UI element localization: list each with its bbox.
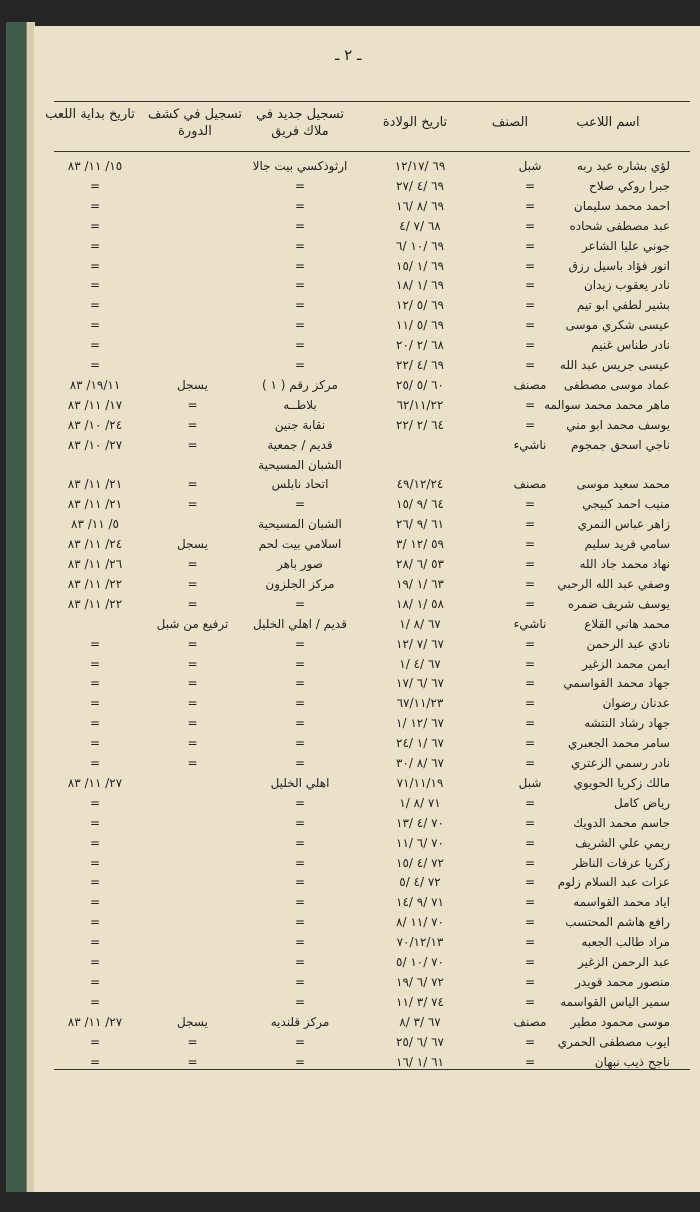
player-name: ايمن محمد الزغير <box>582 656 670 671</box>
tournament-registration <box>150 912 235 932</box>
new-registration: = <box>294 875 306 890</box>
birth-date: ٦٢/١١/٢٢ <box>396 397 444 412</box>
header-rule <box>54 151 690 152</box>
start-date: ٢٢/ ١١/ ٨٣ <box>67 596 123 611</box>
start-date: = <box>89 935 101 950</box>
start-date: ٢٤/ ١١/ ٨٣ <box>67 537 123 552</box>
birth-date: ٦٩ /٤ /٢٧ <box>396 178 444 193</box>
start-date: ١٥/ ١١/ ٨٣ <box>67 159 123 173</box>
player-class: = <box>524 576 536 591</box>
tournament-registration: = <box>187 477 198 492</box>
tournament-registration <box>150 773 235 793</box>
birth-date: ٦٤ /٢ /٢٢ <box>396 417 444 432</box>
player-class: ناشيء <box>513 616 547 631</box>
player-class: = <box>524 218 536 233</box>
player-class: = <box>524 198 536 213</box>
player-class: = <box>524 338 536 353</box>
tournament-registration <box>150 256 235 276</box>
new-registration: = <box>294 596 306 611</box>
start-date: ٢٧/ ١٠/ ٨٣ <box>67 437 123 452</box>
player-class: ناشيء <box>513 437 547 452</box>
player-name: سامي فريد سليم <box>584 537 670 552</box>
new-registration: = <box>294 895 306 910</box>
new-registration: = <box>294 994 306 1009</box>
tournament-registration <box>150 872 235 892</box>
tournament-registration: = <box>187 636 198 651</box>
start-date: = <box>89 656 101 671</box>
start-date: = <box>89 875 101 890</box>
player-name: مالك زكريا الحويوي <box>573 775 670 790</box>
birth-date: ٧٠ /٤ /١٣ <box>396 815 444 830</box>
start-date <box>40 455 150 475</box>
tournament-registration: = <box>187 736 198 751</box>
new-registration: الشبان المسيحية <box>258 517 342 532</box>
player-class: = <box>524 815 536 830</box>
player-name: عبد الرحمن الزغير <box>578 955 670 969</box>
start-date: = <box>89 974 101 989</box>
tournament-registration <box>150 853 235 873</box>
tournament-registration <box>150 295 235 315</box>
new-registration: = <box>294 497 306 512</box>
tournament-registration <box>150 514 235 534</box>
start-date: ٢١/ ١١/ ٨٣ <box>67 477 123 492</box>
new-registration: = <box>294 238 306 253</box>
player-class: = <box>524 875 536 890</box>
player-class: مصنف <box>513 377 547 392</box>
birth-date: ٦٧ /٨ /٣٠ <box>396 756 444 770</box>
header-start-date: تاريخ بداية اللعب <box>45 107 135 122</box>
player-class: شبل <box>518 775 542 790</box>
start-date: = <box>89 338 101 353</box>
start-date: = <box>89 258 101 273</box>
new-registration: = <box>294 338 306 353</box>
birth-date: ٦٩ /١ /١٥ <box>396 258 444 273</box>
tournament-registration <box>150 932 235 952</box>
player-name: عيسى شكري موسى <box>565 318 670 333</box>
birth-date: ٦٧ /٦ /١٧ <box>396 676 444 691</box>
start-date: ٥/ ١١/ ٨٣ <box>71 517 119 532</box>
tournament-registration: = <box>187 497 198 512</box>
tournament-registration <box>150 455 235 475</box>
player-class: = <box>524 298 536 313</box>
new-registration: = <box>294 935 306 950</box>
birth-date: ٦٣ /١ /١٩ <box>396 576 444 591</box>
player-name: نهاد محمد جاد الله <box>579 557 670 571</box>
player-name: عزات عبد السلام زلوم <box>557 875 670 890</box>
player-class: مصنف <box>513 1014 547 1029</box>
player-name: موسى محمود مطير <box>570 1014 670 1029</box>
player-name: يوسف شريف ضمره <box>567 596 670 611</box>
start-date: = <box>89 218 101 233</box>
new-registration: = <box>294 178 306 193</box>
new-registration: = <box>294 696 306 711</box>
tournament-registration: يسجل <box>177 377 208 392</box>
start-date: = <box>89 855 101 870</box>
player-class: = <box>524 636 536 651</box>
birth-date: ٦٩ /١٠ /٦ <box>396 238 444 253</box>
start-date: = <box>89 994 101 1009</box>
start-date: = <box>89 835 101 850</box>
bottom-rule <box>54 1069 690 1070</box>
start-date: = <box>89 895 101 910</box>
player-name: عدنان رضوان <box>602 696 670 711</box>
birth-date: ٦٩ /١٢/١٧ <box>394 159 446 173</box>
new-registration: اهلي الخليل <box>270 775 330 790</box>
start-date: = <box>89 716 101 731</box>
tournament-registration: = <box>187 417 198 432</box>
player-name: اياد محمد القواسمه <box>573 895 670 910</box>
player-class: = <box>524 497 536 512</box>
player-class: شبل <box>518 159 542 173</box>
birth-date: ٦١ /٩ /٢٦ <box>396 517 444 532</box>
new-registration: = <box>294 795 306 810</box>
tournament-registration: ترفيع من شبل <box>156 616 229 631</box>
player-class: = <box>524 318 536 333</box>
birth-date: ٧١ /٩ /١٤ <box>396 895 444 910</box>
player-class: = <box>524 895 536 910</box>
birth-date: ٧٠ /١١ /٨ <box>396 915 444 930</box>
player-name: ماهر محمد محمد سوالمه <box>544 397 670 412</box>
player-class: = <box>524 397 536 412</box>
birth-date: ٦٧ /٣ /٨ <box>399 1014 441 1029</box>
new-registration: = <box>294 278 306 293</box>
new-registration: = <box>294 815 306 830</box>
start-date: = <box>89 915 101 930</box>
new-registration: نقابة جنين <box>274 417 326 432</box>
player-class: = <box>524 835 536 850</box>
tournament-registration <box>150 156 235 176</box>
header-class: الصنف <box>491 115 529 130</box>
tournament-registration <box>150 972 235 992</box>
new-registration: = <box>294 716 306 731</box>
player-name: محمد هاني القلاع <box>584 616 670 631</box>
tournament-registration: يسجل <box>177 537 208 552</box>
birth-date: ٧٢ /٦ /١٩ <box>396 974 444 989</box>
tournament-registration <box>150 275 235 295</box>
birth-date: ٦٩ /٤ /٢٢ <box>396 358 444 372</box>
player-name: نادر يعقوب زيدان <box>583 278 670 293</box>
birth-date: ٧١/١١/١٩ <box>396 775 444 790</box>
new-registration: صور باهر <box>277 557 323 571</box>
player-class: = <box>524 537 536 552</box>
start-date: = <box>89 795 101 810</box>
start-date: = <box>89 178 101 193</box>
player-name: جبرا روكي صلاح <box>588 178 670 193</box>
birth-date: ٦٧ /١٢ /١ <box>396 716 444 731</box>
player-name: ناجح ذيب نبهان <box>594 1054 670 1069</box>
player-class: = <box>524 716 536 731</box>
player-class: = <box>524 795 536 810</box>
birth-date: ٦٧ /١ /٢٤ <box>396 736 444 751</box>
player-name: احمد محمد سليمان <box>573 198 670 213</box>
header-dob: تاريخ الولادة <box>382 115 448 130</box>
tournament-registration <box>150 793 235 813</box>
start-date: ٢٧/ ١١/ ٨٣ <box>67 1014 123 1029</box>
player-name: ايوب مصطفى الحمري <box>557 1034 670 1049</box>
birth-date: ٧٤ /٣ /١١ <box>396 994 444 1009</box>
birth-date: ٥٩ /١٢ /٣ <box>396 537 444 552</box>
player-class: = <box>524 596 536 611</box>
new-registration: = <box>294 298 306 313</box>
birth-date <box>375 455 465 475</box>
new-registration: = <box>294 676 306 691</box>
new-registration: = <box>294 358 306 372</box>
start-date: = <box>89 955 101 969</box>
birth-date: ٧١ /٨ /١ <box>399 795 441 810</box>
tournament-registration <box>150 813 235 833</box>
player-class: = <box>524 1034 536 1049</box>
player-name: جاسم محمد الدويك <box>573 815 670 830</box>
new-registration: بلاطــه <box>283 397 317 412</box>
player-name: بشير لطفي ابو تيم <box>576 298 670 313</box>
player-name: محمد سعيد موسى <box>576 477 670 492</box>
start-date: = <box>89 815 101 830</box>
start-date: = <box>89 1034 101 1049</box>
start-date: = <box>89 636 101 651</box>
tournament-registration: = <box>187 397 198 412</box>
player-name: جوني عليا الشاعر <box>581 238 670 253</box>
player-name: انور فؤاد باسيل رزق <box>568 258 670 273</box>
player-name: لؤي بشاره عبد ربه <box>576 159 670 173</box>
player-class: = <box>524 178 536 193</box>
player-name: نادي عبد الرحمن <box>586 636 670 651</box>
player-name: نادر طناس غنيم <box>591 338 670 353</box>
player-class: = <box>524 855 536 870</box>
player-name: زاهر عباس النمري <box>577 517 670 532</box>
player-class: = <box>524 358 536 372</box>
new-registration: = <box>294 656 306 671</box>
start-date: ٢٦/ ١١/ ٨٣ <box>67 557 123 571</box>
start-date: = <box>89 278 101 293</box>
new-registration: اتحاد نابلس <box>271 477 329 492</box>
birth-date: ٦١ /١ /١٦ <box>396 1054 444 1069</box>
start-date: ١٩/١١/ ٨٣ <box>69 377 121 392</box>
start-date: = <box>89 238 101 253</box>
start-date: = <box>89 298 101 313</box>
birth-date: ٦٧ /٤ /١ <box>399 656 441 671</box>
birth-date: ٦٨ /٧ /٤ <box>399 218 441 233</box>
new-registration: ارثوذكسي بيت جالا <box>252 159 348 173</box>
tournament-registration: يسجل <box>177 1014 208 1029</box>
tournament-registration <box>150 892 235 912</box>
birth-date: ٦٩ /١ /١٨ <box>396 278 444 293</box>
player-name: عماد موسى مصطفى <box>563 377 670 392</box>
start-date: = <box>89 358 101 372</box>
player-name: رياض كامل <box>614 795 670 810</box>
new-registration: = <box>294 915 306 930</box>
header-new-registration: تسجيل جديد في ملاك فريق <box>256 107 344 139</box>
tournament-registration: = <box>187 437 198 452</box>
header-name: اسم اللاعب <box>576 115 640 130</box>
new-registration: = <box>294 974 306 989</box>
birth-date: ٦٩ /٥ /١٢ <box>396 298 444 313</box>
player-class: = <box>524 238 536 253</box>
new-registration: مركز رقم ( ١ ) <box>262 377 338 392</box>
birth-date: ٦٩ /٨ /١٦ <box>396 198 444 213</box>
birth-date: ٥٨ /١ /١٨ <box>396 596 444 611</box>
player-class: = <box>524 517 536 532</box>
new-registration: = <box>294 955 306 969</box>
player-name: زكريا عرفات الناظر <box>572 855 670 870</box>
new-registration: = <box>294 756 306 770</box>
birth-date: ٧٠ /٦ /١١ <box>396 835 444 850</box>
new-registration: = <box>294 636 306 651</box>
new-registration: مركز قلنديه <box>270 1014 330 1029</box>
start-date: ٢٢/ ١١/ ٨٣ <box>67 576 123 591</box>
top-rule <box>54 101 690 102</box>
player-class: = <box>524 955 536 969</box>
player-name: ريمي علي الشريف <box>575 835 670 850</box>
tournament-registration <box>150 216 235 236</box>
player-name: جهاد رشاد النتشه <box>584 716 670 731</box>
tournament-registration <box>150 315 235 335</box>
player-name: سمير الياس القواسمه <box>560 994 670 1009</box>
birth-date: ٧٠ /١٠ /٥ <box>396 955 444 969</box>
tournament-registration <box>150 236 235 256</box>
birth-date: ٦٧ /٧ /١٢ <box>396 636 444 651</box>
birth-date: ٧٢ /٤ /١٥ <box>396 855 444 870</box>
tournament-registration: = <box>187 557 198 571</box>
birth-date: ٦٩ /٥ /١١ <box>396 318 444 333</box>
player-class: = <box>524 557 536 571</box>
new-registration: = <box>294 855 306 870</box>
start-date: = <box>89 756 101 770</box>
birth-date: ٦٤ /٩ /١٥ <box>396 497 444 512</box>
player-name: ناجي اسحق جمجوم <box>571 437 670 452</box>
start-date: = <box>89 696 101 711</box>
tournament-registration <box>150 992 235 1012</box>
start-date: = <box>89 1054 101 1069</box>
birth-date: ٦٧ /٦ /٢٥ <box>396 1034 444 1049</box>
player-class: = <box>524 1054 536 1069</box>
player-name: سامر محمد الجعبري <box>568 736 670 751</box>
player-class: = <box>524 935 536 950</box>
player-name: منصور محمد قويدر <box>575 974 670 989</box>
tournament-registration: = <box>187 596 198 611</box>
tournament-registration: = <box>187 1034 198 1049</box>
tournament-registration: = <box>187 676 198 691</box>
tournament-registration <box>150 952 235 972</box>
player-name: يوسف محمد ابو مني <box>566 417 670 432</box>
player-class: = <box>524 656 536 671</box>
birth-date <box>375 435 465 455</box>
tournament-registration <box>150 335 235 355</box>
new-registration: = <box>294 258 306 273</box>
player-class: = <box>524 417 536 432</box>
new-registration: قديم / اهلي الخليل <box>253 616 347 631</box>
start-date: ٢٧/ ١١/ ٨٣ <box>67 775 123 790</box>
player-class: = <box>524 915 536 930</box>
player-class <box>500 455 560 475</box>
new-registration: = <box>294 1034 306 1049</box>
start-date: = <box>89 318 101 333</box>
player-name: رافع هاشم المحتسب <box>565 915 670 930</box>
tournament-registration <box>150 833 235 853</box>
tournament-registration <box>150 196 235 216</box>
player-name: جهاد محمد القواسمي <box>563 676 670 691</box>
player-name: وصفي عبد الله الرحبي <box>557 576 670 591</box>
new-registration: مركز الجلزون <box>265 576 335 591</box>
birth-date: ٦٧/١١/٢٣ <box>396 696 444 711</box>
start-date: ٢٤/ ١٠/ ٨٣ <box>67 417 123 432</box>
tournament-registration <box>150 355 235 375</box>
player-name: منيب احمد كبيجي <box>582 497 670 512</box>
new-registration: = <box>294 218 306 233</box>
new-registration: قديم / جمعية <box>267 437 333 452</box>
player-name: عيسى جريس عبد الله <box>559 358 670 372</box>
new-registration: الشبان المسيحية <box>258 457 342 472</box>
header-tournament-registration: تسجيل في كشف الدورة <box>148 107 242 139</box>
player-class: = <box>524 974 536 989</box>
tournament-registration: = <box>187 576 198 591</box>
new-registration: = <box>294 835 306 850</box>
birth-date: ٦٨ /٢ /٢٠ <box>396 338 444 353</box>
start-date <box>40 614 150 634</box>
player-class: = <box>524 676 536 691</box>
player-name: مراد طالب الجعبه <box>581 935 670 950</box>
page-number: ـ ٢ ـ <box>335 46 362 64</box>
new-registration: اسلامي بيت لحم <box>258 537 342 552</box>
tournament-registration: = <box>187 696 198 711</box>
new-registration: = <box>294 318 306 333</box>
player-class: = <box>524 756 536 770</box>
start-date: = <box>89 736 101 751</box>
birth-date: ٧٢ /٤ /٥ <box>399 875 441 890</box>
tournament-registration: = <box>187 1054 198 1069</box>
player-class: = <box>524 258 536 273</box>
tournament-registration: = <box>187 756 198 770</box>
new-registration: = <box>294 198 306 213</box>
player-class: = <box>524 696 536 711</box>
birth-date: ٦٧ /٨ /١ <box>399 616 441 631</box>
player-class: = <box>524 278 536 293</box>
birth-date: ٥٣ /٦ /٢٨ <box>396 557 444 571</box>
new-registration: = <box>294 1054 306 1069</box>
tournament-registration <box>150 176 235 196</box>
player-name: نادر رسمي الزعتري <box>571 756 670 770</box>
player-class: = <box>524 736 536 751</box>
birth-date: ٦٠ /٥ /٢٥ <box>396 377 444 392</box>
start-date: = <box>89 676 101 691</box>
new-registration: = <box>294 736 306 751</box>
tournament-registration: = <box>187 656 198 671</box>
tournament-registration: = <box>187 716 198 731</box>
player-class: مصنف <box>513 477 547 492</box>
start-date: = <box>89 198 101 213</box>
player-name: عبد مصطفى شحاده <box>569 218 670 233</box>
birth-date: ٤٩/١٢/٢٤ <box>396 477 444 492</box>
start-date: ١٧/ ١١/ ٨٣ <box>67 397 123 412</box>
birth-date: ٧٠/١٢/١٣ <box>396 935 444 950</box>
player-class: = <box>524 994 536 1009</box>
start-date: ٢١/ ١١/ ٨٣ <box>67 497 123 512</box>
